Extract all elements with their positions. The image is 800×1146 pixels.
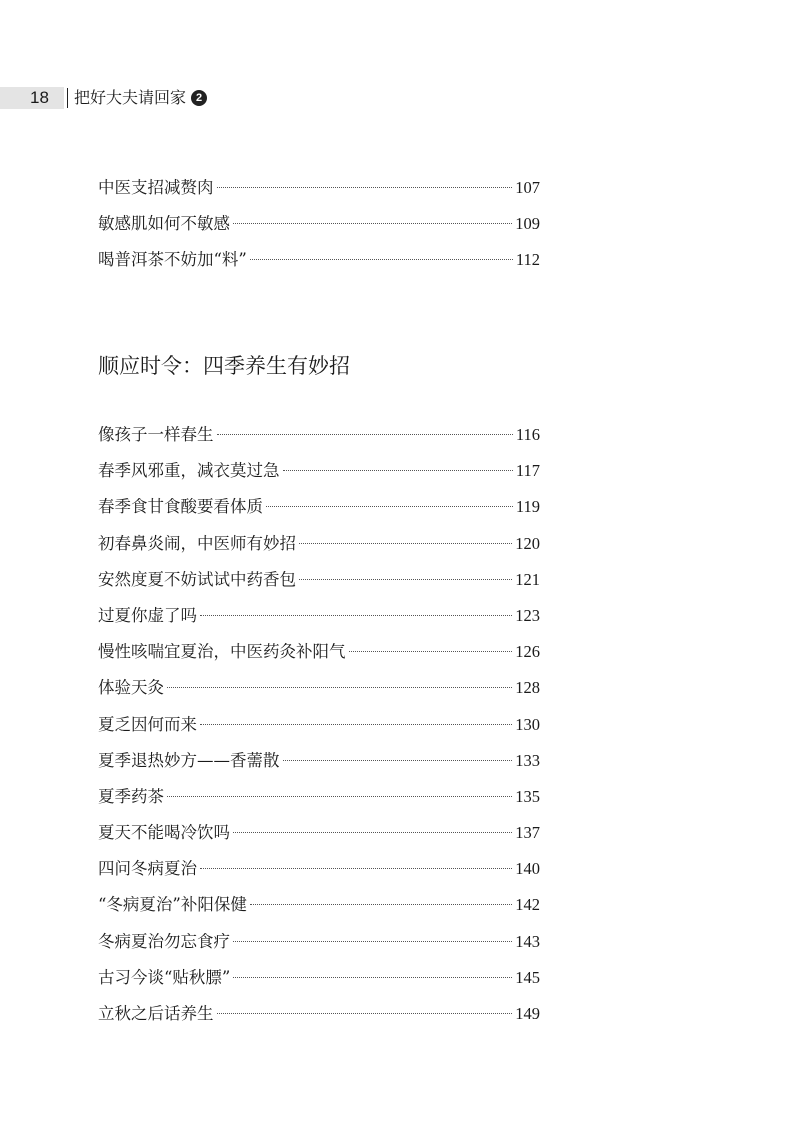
toc-entry bbox=[98, 670, 540, 706]
toc-entry-page-number: 142 bbox=[515, 895, 540, 915]
toc-entry-page-number: 145 bbox=[515, 967, 540, 987]
toc-entry-page-number: 143 bbox=[515, 931, 540, 951]
toc-dot-leader bbox=[283, 760, 513, 761]
toc-entry bbox=[98, 489, 540, 525]
toc-section-list bbox=[98, 417, 540, 1032]
toc-entry bbox=[98, 924, 540, 960]
toc-dot-leader bbox=[233, 223, 512, 224]
toc-entry-page-number: 112 bbox=[515, 250, 540, 270]
toc-dot-leader bbox=[167, 687, 512, 688]
toc-entry-page-number: 128 bbox=[515, 678, 540, 698]
toc-entry-page-number: 126 bbox=[515, 642, 540, 662]
toc-entry-page-number: 135 bbox=[515, 786, 540, 806]
toc-entry bbox=[98, 887, 540, 923]
running-header bbox=[74, 87, 207, 109]
toc-entry-title: 慢性咳喘宜夏治，中医药灸补阳气 bbox=[98, 642, 346, 662]
toc-entry bbox=[98, 815, 540, 851]
toc-entry bbox=[98, 960, 540, 996]
toc-entry bbox=[98, 779, 540, 815]
toc-entry-title: 像孩子一样春生 bbox=[98, 425, 214, 444]
toc-entry-title: 四问冬病夏治 bbox=[98, 859, 197, 879]
section-heading: 顺应时令：四季养生有妙招 bbox=[98, 354, 350, 378]
toc-entry bbox=[98, 526, 540, 562]
toc-entry bbox=[98, 417, 540, 453]
toc-dot-leader bbox=[349, 651, 513, 652]
toc-entry bbox=[98, 598, 540, 634]
toc-entry-title: 夏乏因何而来 bbox=[98, 714, 197, 734]
toc-entry-title: 冬病夏治勿忘食疗 bbox=[98, 931, 230, 951]
toc-entry bbox=[98, 743, 540, 779]
volume-number-badge: 2 bbox=[191, 90, 207, 106]
toc-dot-leader bbox=[217, 434, 513, 435]
toc-entry-title: 夏天不能喝冷饮吗 bbox=[98, 823, 230, 843]
toc-entry-title: 立秋之后话养生 bbox=[98, 1004, 214, 1023]
toc-entry-page-number: 117 bbox=[515, 461, 540, 481]
toc-entry bbox=[98, 242, 540, 278]
toc-entry-title: 敏感肌如何不敏感 bbox=[98, 214, 230, 234]
toc-entry-page-number: 109 bbox=[515, 214, 540, 234]
toc-continued-list bbox=[98, 170, 540, 279]
header-divider bbox=[67, 88, 68, 108]
toc-dot-leader bbox=[233, 977, 512, 978]
toc-entry-page-number: 121 bbox=[515, 569, 540, 589]
toc-entry-title: 春季食甘食酸要看体质 bbox=[98, 497, 263, 517]
toc-dot-leader bbox=[200, 868, 512, 869]
toc-dot-leader bbox=[200, 615, 512, 616]
toc-entry bbox=[98, 562, 540, 598]
toc-entry-title: 春季风邪重，减衣莫过急 bbox=[98, 461, 280, 481]
toc-entry-title: 过夏你虚了吗 bbox=[98, 605, 197, 625]
toc-entry-page-number: 120 bbox=[515, 533, 540, 553]
toc-entry-title: 体验天灸 bbox=[98, 678, 164, 698]
toc-dot-leader bbox=[283, 470, 513, 471]
toc-dot-leader bbox=[217, 187, 513, 188]
toc-entry-title: 安然度夏不妨试试中药香包 bbox=[98, 569, 296, 589]
toc-entry bbox=[98, 634, 540, 670]
toc-entry-page-number: 149 bbox=[515, 1004, 540, 1023]
toc-entry-title: 中医支招减赘肉 bbox=[98, 178, 214, 197]
toc-entry-title: 古习今谈“贴秋膘” bbox=[98, 967, 231, 987]
toc-dot-leader bbox=[217, 1013, 513, 1014]
toc-entry bbox=[98, 170, 540, 206]
toc-entry bbox=[98, 453, 540, 489]
toc-entry-title: 夏季药茶 bbox=[98, 786, 164, 806]
toc-entry-title: 喝普洱茶不妨加“料” bbox=[98, 250, 247, 270]
toc-entry bbox=[98, 206, 540, 242]
toc-entry-title: “冬病夏治”补阳保健 bbox=[98, 895, 247, 915]
toc-dot-leader bbox=[299, 579, 512, 580]
toc-dot-leader bbox=[250, 259, 513, 260]
toc-dot-leader bbox=[200, 724, 512, 725]
toc-dot-leader bbox=[167, 796, 512, 797]
toc-entry-page-number: 137 bbox=[515, 823, 540, 843]
toc-entry-page-number: 133 bbox=[515, 750, 540, 770]
toc-entry bbox=[98, 707, 540, 743]
toc-dot-leader bbox=[233, 941, 512, 942]
toc-entry bbox=[98, 996, 540, 1032]
toc-dot-leader bbox=[250, 904, 512, 905]
toc-entry-title: 初春鼻炎闹，中医师有妙招 bbox=[98, 533, 296, 553]
toc-entry-page-number: 116 bbox=[515, 425, 540, 444]
toc-entry-page-number: 107 bbox=[515, 178, 540, 197]
toc-entry bbox=[98, 851, 540, 887]
book-title: 把好大夫请回家 bbox=[74, 88, 187, 107]
toc-dot-leader bbox=[266, 506, 513, 507]
toc-dot-leader bbox=[233, 832, 512, 833]
toc-entry-page-number: 140 bbox=[515, 859, 540, 879]
toc-entry-page-number: 130 bbox=[515, 714, 540, 734]
toc-entry-title: 夏季退热妙方——香薷散 bbox=[98, 750, 280, 770]
toc-entry-page-number: 119 bbox=[515, 497, 540, 517]
page-number: 18 bbox=[30, 88, 49, 107]
toc-entry-page-number: 123 bbox=[515, 605, 540, 625]
toc-dot-leader bbox=[299, 543, 512, 544]
